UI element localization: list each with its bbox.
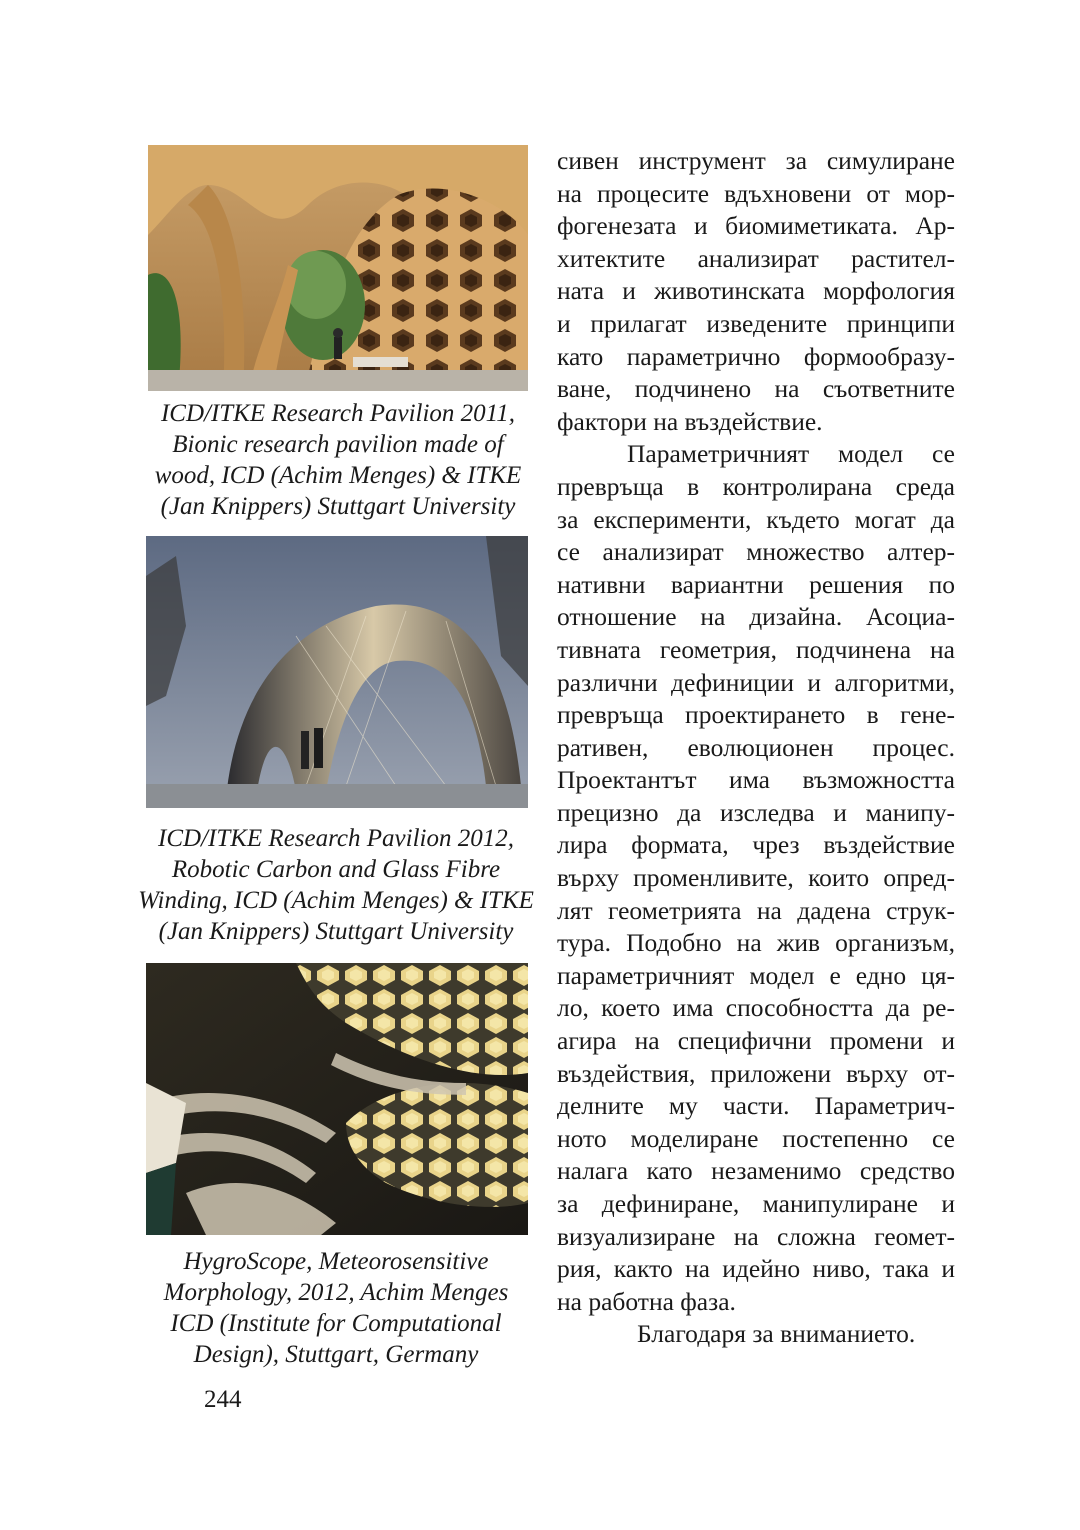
body-line: тивната геометрия, подчинена на	[557, 634, 955, 664]
body-line: на процесите вдъхновени от мор-	[557, 178, 955, 208]
body-line: ване, подчинено на съответните	[557, 374, 955, 404]
body-line: превръща в контролирана среда	[557, 471, 955, 501]
body-line: лира формата, чрез въздействие	[557, 830, 955, 860]
caption-line: Robotic Carbon and Glass Fibre	[171, 856, 501, 883]
body-line: на работна фаза.	[557, 1286, 736, 1316]
body-line: за дефиниране, манипулиране и	[557, 1189, 955, 1218]
figure-caption-3	[137, 1246, 535, 1370]
caption-line: Winding, ICD (Achim Menges) & ITKE	[138, 887, 534, 914]
body-line: върху променливите, които опред-	[557, 863, 955, 893]
body-line: Проектантът има възможността	[557, 765, 955, 795]
body-line: ното моделиране постепенно се	[557, 1123, 955, 1153]
body-line: като параметрично формообразу-	[557, 341, 955, 371]
figure-fibre-pavilion	[146, 536, 528, 808]
caption-line: ICD (Institute for Computational	[170, 1310, 502, 1337]
caption-line: HygroScope, Meteorosensitive	[183, 1248, 489, 1275]
caption-line: wood, ICD (Achim Menges) & ITKE	[154, 462, 522, 489]
caption-line: Design), Stuttgart, Germany	[193, 1341, 479, 1368]
body-line: делните му части. Параметрич-	[557, 1091, 955, 1121]
body-line: различни дефиниции и алгоритми,	[557, 667, 955, 697]
figure-wooden-pavilion	[148, 145, 528, 391]
body-line: хитектите анализират растител-	[557, 243, 955, 273]
caption-line: (Jan Knippers) Stuttgart University	[160, 493, 516, 520]
body-line: тура. Подобно на жив организъм,	[557, 928, 955, 958]
body-line: визуализиране на сложна геомет-	[557, 1221, 955, 1251]
figure-caption-2	[137, 823, 535, 947]
body-line: ло, което има способността да ре-	[557, 993, 955, 1023]
body-line: превръща проектирането в гене-	[557, 700, 955, 730]
closing-line: Благодаря за вниманието.	[637, 1319, 916, 1349]
figure-hygroscope	[146, 963, 528, 1235]
page-number: 244	[204, 1386, 242, 1413]
caption-line: Bionic research pavilion made of	[172, 431, 504, 458]
body-line: Параметричният модел се	[627, 439, 955, 469]
wooden-pavilion-photo	[148, 145, 528, 391]
body-line: отношение на дизайна. Асоциа-	[557, 602, 955, 632]
body-line: ративен, еволюционен процес.	[557, 732, 955, 762]
body-line: прецизно да изследва и манипу-	[557, 797, 955, 827]
body-line: налага като незаменимо средство	[557, 1156, 955, 1186]
figure-caption-1	[148, 398, 528, 522]
body-line: фактори на въздействие.	[557, 406, 823, 436]
body-line: за експерименти, където могат да	[557, 504, 955, 534]
body-line: ната и животинската морфология	[557, 276, 955, 306]
body-line: агира на специфични промени и	[557, 1026, 955, 1056]
caption-line: ICD/ITKE Research Pavilion 2011,	[160, 400, 516, 427]
body-line: лят геометрията на дадена струк-	[557, 895, 955, 925]
body-line: рия, както на идейно ниво, така и	[557, 1254, 955, 1284]
body-text-column	[557, 145, 955, 1351]
body-line: се анализират множество алтер-	[557, 537, 955, 567]
body-line: нативни вариантни решения по	[557, 569, 955, 599]
caption-line: Morphology, 2012, Achim Menges	[163, 1279, 509, 1306]
body-line: параметричният модел е едно ця-	[557, 960, 955, 990]
body-line: въздействия, приложени върху от-	[557, 1058, 955, 1088]
body-line: фогенезата и биомиметиката. Ар-	[557, 211, 955, 241]
caption-line: (Jan Knippers) Stuttgart University	[158, 918, 514, 945]
body-line: сивен инструмент за симулиране	[557, 146, 955, 175]
caption-line: ICD/ITKE Research Pavilion 2012,	[158, 825, 514, 852]
body-line: и прилагат изведените принципи	[557, 308, 955, 338]
fibre-pavilion-photo	[146, 536, 528, 808]
hygroscope-photo	[146, 963, 528, 1235]
